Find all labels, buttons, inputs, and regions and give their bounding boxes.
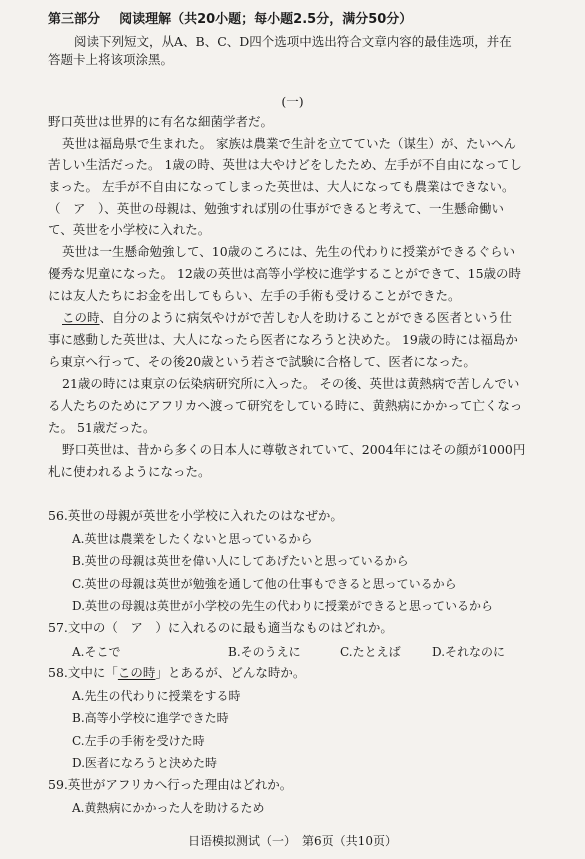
question-56-option-c: C.英世の母親は英世が勉強を通して他の仕事もできると思っているから: [72, 577, 457, 591]
passage-line: （ ア ）、英世の母親は、勉強すれば別の仕事ができると考えて、一生懸命働い: [48, 201, 505, 216]
question-57-option-b: B.そのうえに: [228, 645, 301, 659]
question-57-option-c: C.たとえば: [340, 645, 401, 659]
underlined-phrase: この時: [62, 310, 100, 325]
passage-line: 苦しい生活だった。 1歳の時、英世は大やけどをしたため、左手が不自由になってし: [48, 157, 522, 172]
passage-line: 札に使われるようになった。: [48, 464, 211, 479]
passage-line: る人たちのためにアフリカへ渡って研究をしている時に、黄熱病にかかって亡くなっ: [48, 398, 523, 413]
question-56-option-b: B.英世の母親は英世を偉い人にしてあげたいと思っているから: [72, 554, 409, 568]
section-heading: [48, 12, 412, 28]
instruction-line-2: 答题卡上将该项涂黑。: [48, 52, 174, 67]
instruction-line-1: 阅读下列短文，从A、B、C、D四个选项中选出符合文章内容的最佳选项，并在: [74, 34, 512, 49]
passage-line: 英世は一生懸命勉強して、10歳のころには、先生の代わりに授業ができるぐらい: [62, 244, 516, 259]
question-56-stem: 56.英世の母親が英世を小学校に入れたのはなぜか。: [48, 508, 343, 523]
passage-label: (一): [281, 94, 304, 109]
underlined-phrase: この時: [117, 665, 156, 680]
passage-line: 野口英世は世界的に有名な細菌学者だ。: [48, 114, 274, 129]
passage-line: 野口英世は、昔から多くの日本人に尊敬されていて、2004年にはその顔が1000円: [62, 442, 526, 457]
passage-line-underlined: この時、自分のように病気やけがで苦しむ人を助けることができる医者という仕: [62, 310, 513, 325]
passage-line: 優秀な児童になった。 12歳の英世は高等小学校に進学することができて、15歳の時: [48, 266, 522, 281]
question-59-stem: 59.英世がアフリカへ行った理由はどれか。: [48, 777, 293, 792]
passage-line: 事に感動した英世は、大人になったら医者になろうと決めた。 19歳の時には福島か: [48, 332, 518, 347]
page-footer: 日语模拟测试（一） 第6页（共10页）: [188, 834, 397, 848]
question-58-stem: 58.文中に「この時」とあるが、どんな時か。: [48, 665, 306, 680]
question-58-option-b: B.高等小学校に進学できた時: [72, 711, 229, 725]
question-57-option-a: A.そこで: [72, 645, 121, 659]
question-58-option-c: C.左手の手術を受けた時: [72, 734, 205, 748]
question-58-option-d: D.医者になろうと決めた時: [72, 756, 218, 770]
question-59-option-a: A.黄熱病にかかった人を助けるため: [72, 801, 265, 815]
question-56-option-a: A.英世は農業をしたくないと思っているから: [72, 532, 313, 546]
question-56-option-d: D.英世の母親は英世が小学校の先生の代わりに授業ができると思っているから: [72, 599, 494, 613]
passage-line: まった。 左手が不自由になってしまった英世は、大人になっても農業はできない。: [48, 179, 515, 194]
passage-line: 英世は福島県で生まれた。 家族は農業で生計を立てていた（谋生）が、たいへん: [62, 136, 516, 151]
question-57-option-d: D.それなのに: [432, 645, 506, 659]
passage-line: て、英世を小学校に入れた。: [48, 222, 211, 237]
passage-line: ら東京へ行って、その後20歳という若さで試験に合格して、医者になった。: [48, 354, 476, 369]
passage-line: には友人たちにお金を出してもらい、左手の手術も受けることができた。: [48, 288, 461, 303]
passage-line: た。 51歳だった。: [48, 420, 156, 435]
question-58-option-a: A.先生の代わりに授業をする時: [72, 689, 241, 703]
passage-line: 21歳の時には東京の伝染病研究所に入った。 その後、英世は黄熱病で苦しんでい: [62, 376, 520, 391]
section-number: 第三部分: [48, 12, 101, 27]
section-title: 阅读理解（共20小题；每小题2.5分，满分50分）: [119, 12, 413, 27]
question-57-stem: 57.文中の（ ア ）に入れるのに最も適当なものはどれか。: [48, 620, 393, 635]
